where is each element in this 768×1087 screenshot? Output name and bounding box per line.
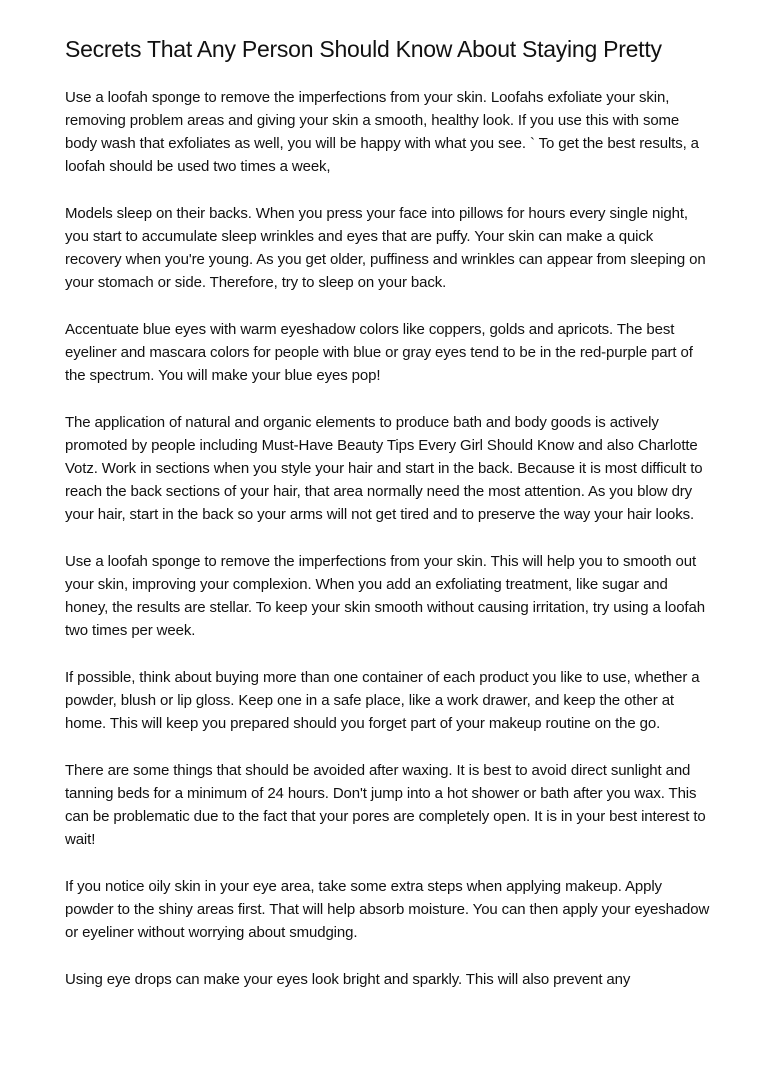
paragraph-9: Using eye drops can make your eyes look bright and sparkly. This will also prevent any — [65, 971, 631, 988]
paragraph-5: Use a loofah sponge to remove the imperfections from your skin. This will help you to smooth out your skin, improving your complexion. When you add an exfoliating treatment, like sugar and honey, the results are stellar. To keep your skin smooth without causing irritation, try using a loofah two times per week. — [65, 553, 705, 639]
paragraph-1: Use a loofah sponge to remove the imperfections from your skin. Loofahs exfoliate your skin, removing problem areas and giving your skin a smooth, healthy look. If you use this with some body wash that exfoliates as well, you will be happy with what you see. ` To get the best results, a loofah should be used two times a week, — [65, 89, 699, 175]
paragraph-3: Accentuate blue eyes with warm eyeshadow colors like coppers, golds and apricots. The best eyeliner and mascara colors for people with blue or gray eyes tend to be in the red-purple part of the spectrum. You will make your blue eyes pop! — [65, 321, 693, 384]
paragraph-8: If you notice oily skin in your eye area, take some extra steps when applying makeup. Apply powder to the shiny areas first. That will help absorb moisture. You can then apply your eyeshadow or eyeliner without worrying about smudging. — [65, 878, 710, 941]
document-body — [65, 86, 713, 1015]
paragraph-6: If possible, think about buying more than one container of each product you like to use, whether a powder, blush or lip gloss. Keep one in a safe place, like a work drawer, and keep the other at home. This will keep you prepared should you forget part of your makeup routine on the go. — [65, 669, 700, 732]
paragraph-7: There are some things that should be avoided after waxing. It is best to avoid direct sunlight and tanning beds for a minimum of 24 hours. Don't jump into a hot shower or bath after you wax. This can be problematic due to the fact that your pores are completely open. It is in your best interest to wait! — [65, 762, 706, 848]
paragraph-4: The application of natural and organic elements to produce bath and body goods is actively promoted by people including Must-Have Beauty Tips Every Girl Should Know and also Charlotte Votz. Work in sections when you style your hair and start in the back. Because it is most difficult to reach the back sections of your hair, that area normally need the most attention. As you blow dry your hair, start in the back so your arms will not get tired and to preserve the way your hair looks. — [65, 414, 703, 523]
page-title: Secrets That Any Person Should Know About Staying Pretty — [65, 36, 662, 62]
paragraph-2: Models sleep on their backs. When you press your face into pillows for hours every single night, you start to accumulate sleep wrinkles and eyes that are puffy. Your skin can make a quick recovery when you're young. As you get older, puffiness and wrinkles can appear from sleeping on your stomach or side. Therefore, try to sleep on your back. — [65, 205, 706, 291]
